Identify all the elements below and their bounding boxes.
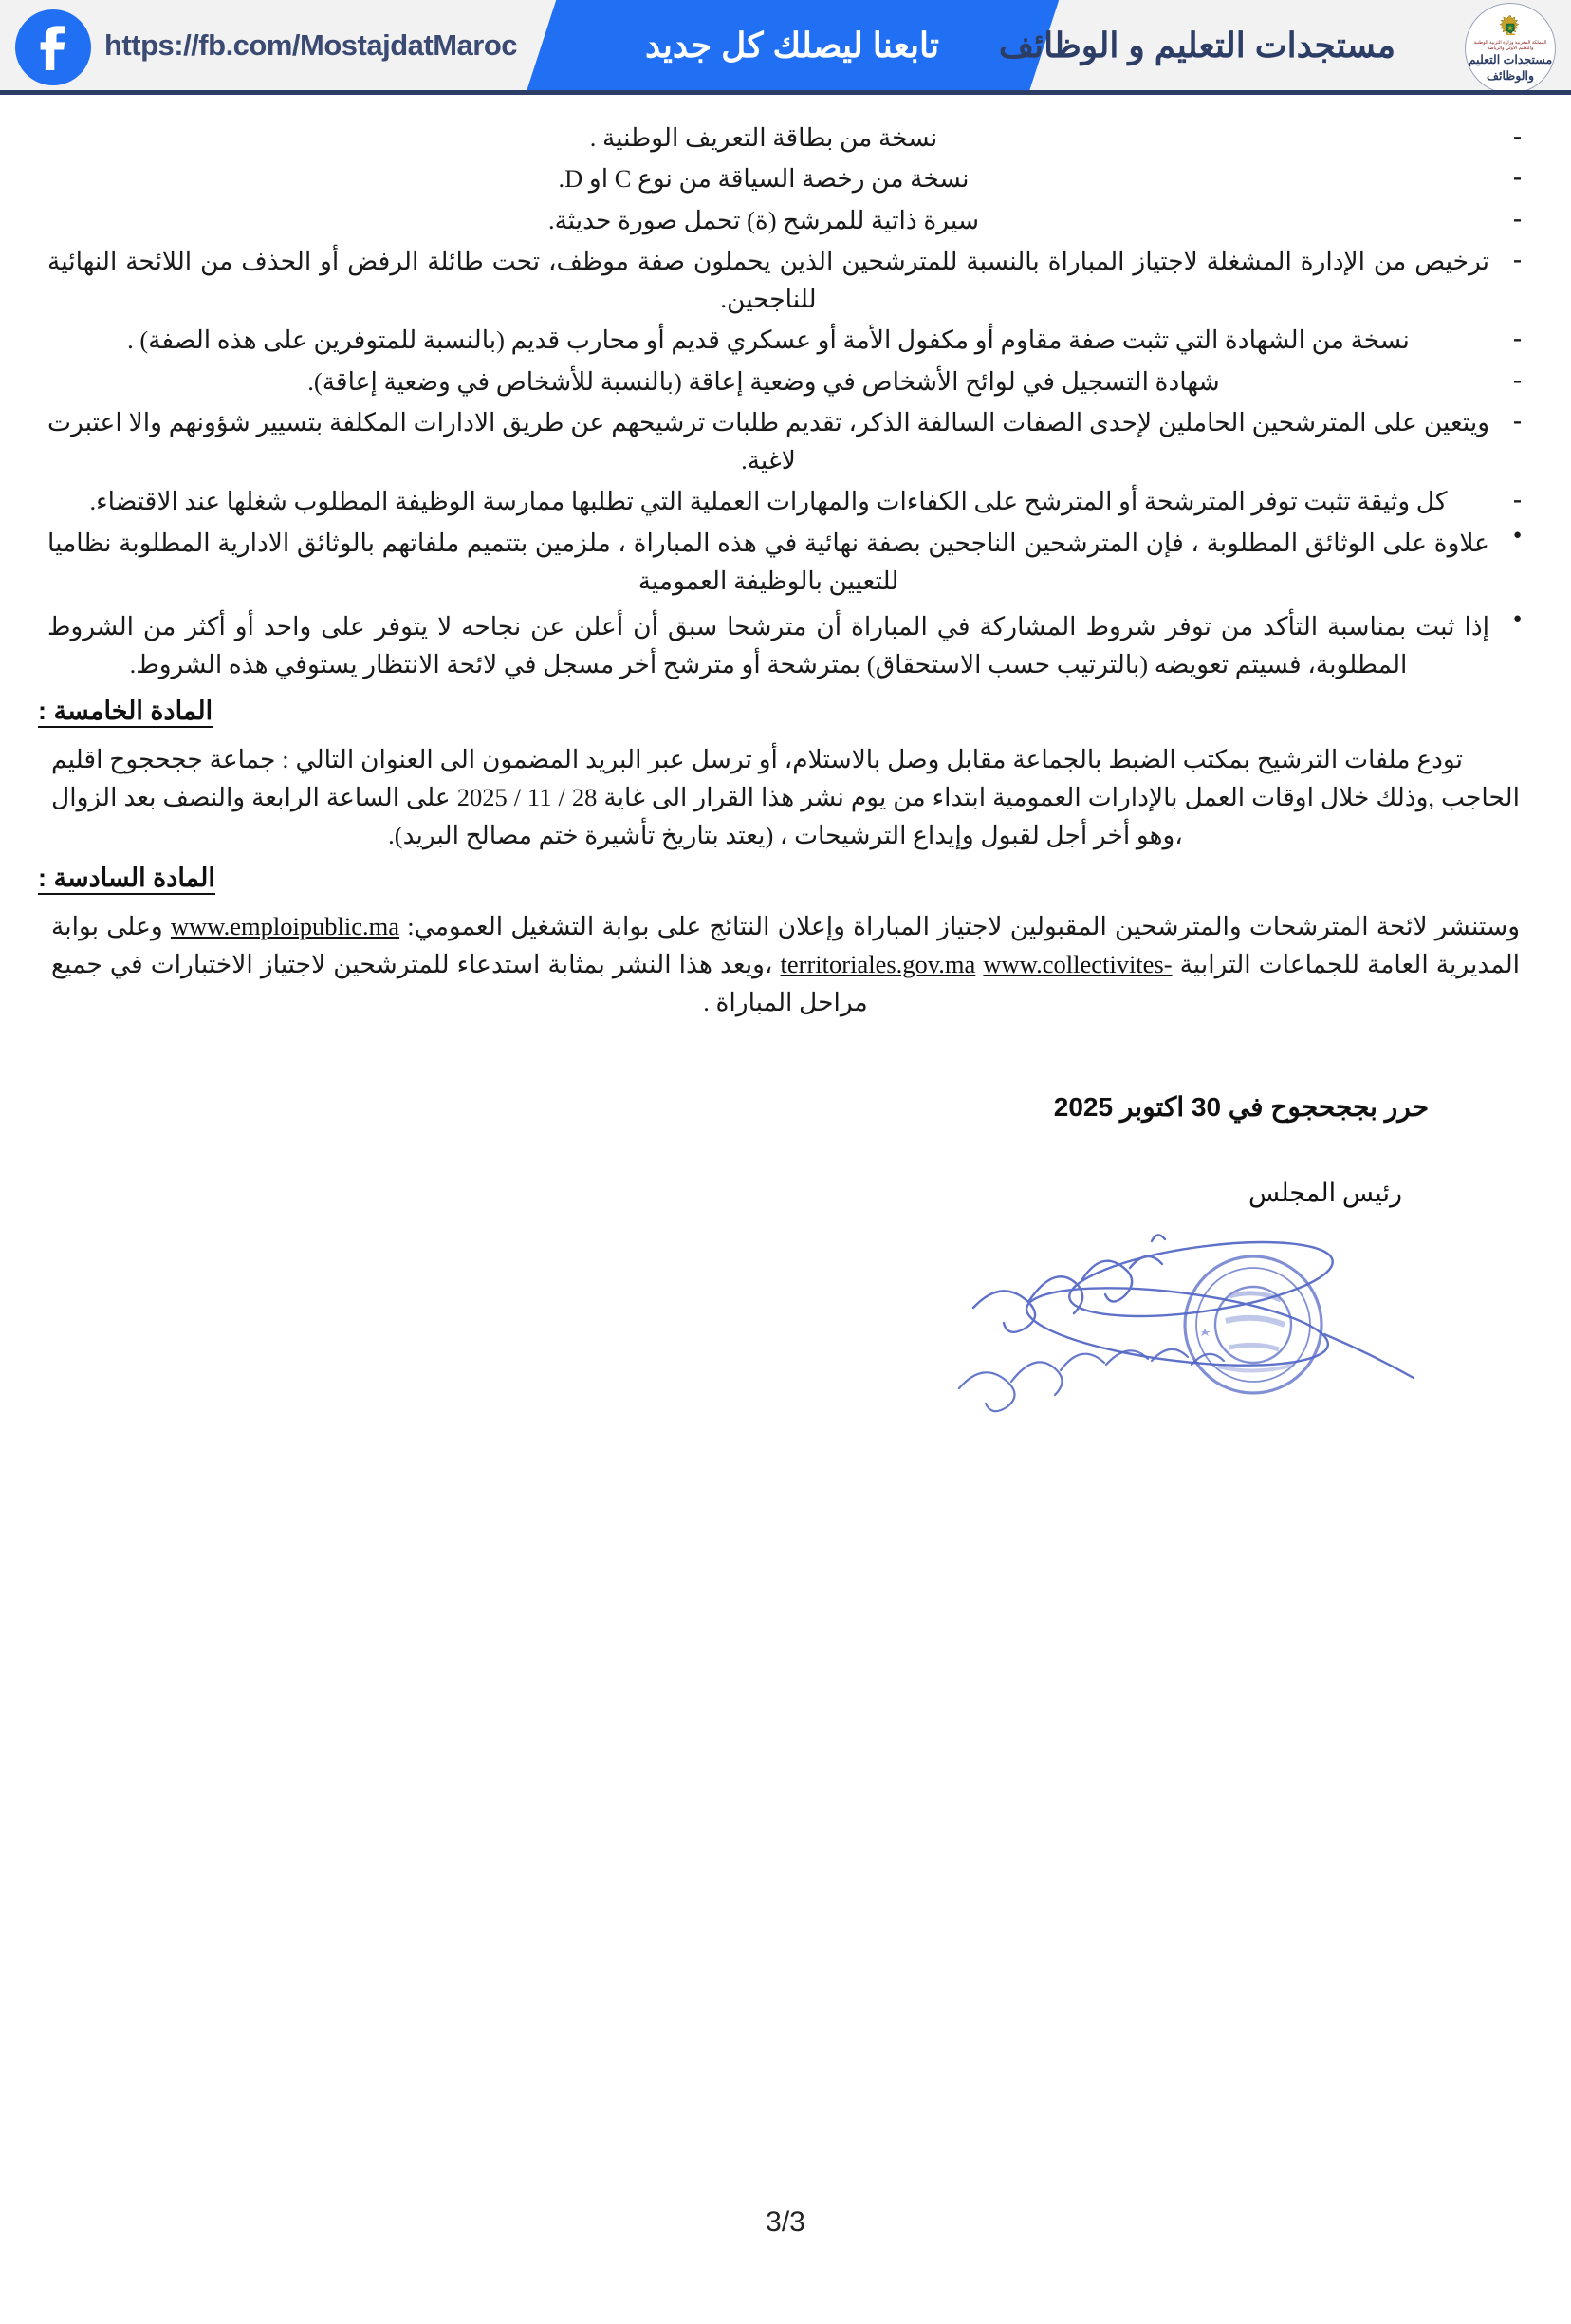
article-six-body — [38, 907, 1533, 1022]
required-documents-list — [38, 119, 1533, 521]
list-item: - ترخيص من الإدارة المشغلة لاجتياز المباراة بالنسبة للمترشحين الذين يحملون صفة موظف، تحت طائلة الرفض أو الحذف من اللائحة النهائية للناجحين. — [38, 242, 1533, 319]
seal-ministry-lines: المملكة المغربية وزارة التربية الوطنية والتعليم الأولي والرياضة — [1473, 39, 1547, 52]
ministry-seal-logo — [1465, 3, 1556, 94]
list-item: - نسخة من رخصة السياقة من نوع C او D. — [38, 159, 1533, 197]
list-item: - كل وثيقة تثبت توفر المترشحة أو المترشح على الكفاءات والمهارات العملية التي تطلبها ممارسة الوظيفة المطلوب شغلها عند الاقتضاء. — [38, 482, 1533, 520]
collectivites-link-part1[interactable]: www.collectivites- — [983, 949, 1173, 978]
list-item: ● إذا ثبت بمناسبة التأكد من توفر شروط المشاركة في المباراة أن مترشحا سبق أن أعلن عن نجاحه لا يتوفر على واحد أو أكثر من الشروط المطلوبة، فسيتم تعويضه (بالترتيب حسب الاستحقاق) بمترشحة أو مترشح أخر مسجل في لائحة الانتظار يستوفي هذه الشروط. — [38, 607, 1533, 684]
seal-title-line2: والوظائف — [1487, 68, 1534, 83]
article-six-text-part3: ،ويعد هذا النشر بمثابة استدعاء للمترشحين لاجتياز الاختبارات في جميع مراحل المباراة . — [51, 949, 868, 1017]
document-page — [0, 95, 1571, 2324]
facebook-icon — [13, 8, 93, 87]
article-six-text-part1: وستنشر لائحة المترشحات والمترشحين المقبولين لاجتياز المباراة وإعلان النتائج على بوابة التشغيل العمومي: — [407, 911, 1521, 940]
article-five-deadline-date: 28 / 11 / 2025 — [456, 783, 598, 812]
article-six-heading — [38, 859, 1533, 898]
document-content — [38, 119, 1533, 1441]
moroccan-crest-icon — [1496, 14, 1525, 39]
list-item: - سيرة ذاتية للمرشح (ة) تحمل صورة حديثة. — [38, 201, 1533, 239]
collectivites-link-part2[interactable]: territoriales.gov.ma — [780, 949, 976, 978]
article-five-heading — [38, 692, 1533, 731]
list-item: - ويتعين على المترشحين الحاملين لإحدى الصفات السالفة الذكر، تقديم طلبات ترشيحهم عن طريق الادارات المكلفة بتسيير شؤونهم والا اعتبرت لاغية. — [38, 403, 1533, 480]
article-six-heading-text: المادة السادسة : — [38, 864, 215, 895]
banner-title: مستجدات التعليم و الوظائف — [998, 25, 1395, 65]
facebook-url-label: https://fb.com/MostajdatMaroc — [104, 28, 518, 62]
list-item: - شهادة التسجيل في لوائح الأشخاص في وضعية إعاقة (بالنسبة للأشخاص في وضعية إعاقة). — [38, 363, 1533, 400]
seal-title-line1: مستجدات التعليم — [1468, 53, 1553, 67]
banner-slogan: تابعنا ليصلك كل جديد — [645, 25, 939, 65]
list-item: - نسخة من الشهادة التي تثبت صفة مقاوم أو مكفول الأمة أو عسكري قديم أو محارب قديم (بالنسبة للمتوفرين على هذه الصفة) . — [38, 321, 1533, 359]
signatory-role: رئيس المجلس — [1248, 1178, 1402, 1207]
list-item: ● علاوة على الوثائق المطلوبة ، فإن المترشحين الناجحين بصفة نهائية في هذه المباراة ، ملزمين بتتميم ملفاتهم بالوثائق الادارية المطلوبة نظاميا للتعيين بالوظيفة العمومية — [38, 524, 1533, 601]
list-item: - نسخة من بطاقة التعريف الوطنية . — [38, 119, 1533, 157]
article-five-heading-text: المادة الخامسة : — [38, 697, 213, 728]
signature-and-stamp-graphic — [916, 1222, 1448, 1422]
article-five-body — [38, 740, 1533, 855]
page-number: 3/3 — [766, 2206, 805, 2238]
article-five-text-after-date: على الساعة الرابعة والنصف بعد الزوال ،وهو أخر أجل لقبول وإيداع الترشيحات ، (يعتد بتاريخ تأشيرة ختم مصالح البريد). — [51, 783, 1183, 850]
handwritten-signature-area — [38, 1222, 1533, 1441]
promo-banner — [0, 0, 1571, 95]
article-six-text-part2: وعلى بوابة المديرية العامة للجماعات الترابية — [51, 911, 1521, 978]
additional-notes-list — [38, 524, 1533, 684]
signature-block — [38, 1088, 1533, 1213]
emploipublic-link[interactable]: www.emploipublic.ma — [170, 911, 400, 940]
article-five-text-before-date: تودع ملفات الترشيح بمكتب الضبط بالجماعة مقابل وصل بالاستلام، أو ترسل عبر البريد المضمون الى العنوان التالي : جماعة ججحجوح اقليم الحاجب ,وذلك خلال اوقات العمل بالإدارات العمومية ابتداء من يوم نشر هذا القرار الى غاية — [51, 744, 1520, 812]
issue-date-line: حرر بججحجوح في 30 اكتوبر 2025 — [1053, 1092, 1429, 1123]
